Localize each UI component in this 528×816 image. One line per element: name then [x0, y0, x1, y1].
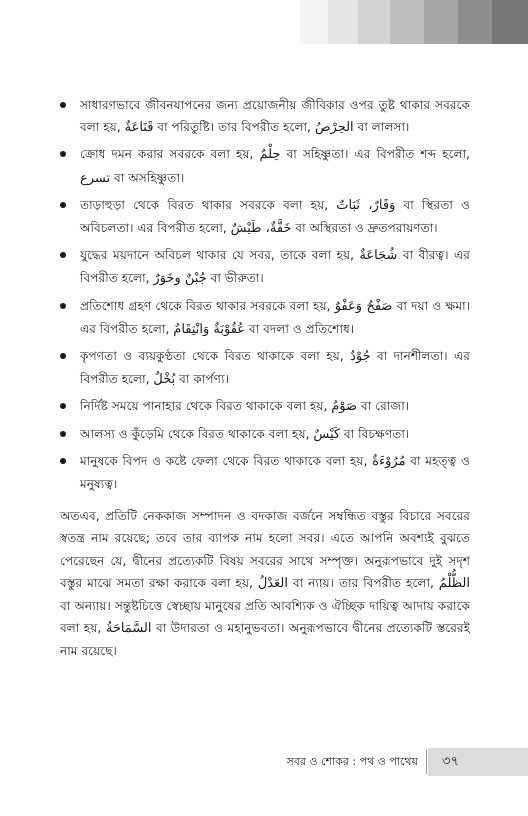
- arabic-term: جُوْدٌ: [350, 349, 371, 365]
- arabic-term: جُبْنٌ وخَوَرٌ: [153, 271, 207, 287]
- arabic-term: بُخْلٌ: [153, 372, 176, 388]
- bullet-item: [60, 194, 470, 240]
- bullet-item: [60, 450, 470, 495]
- bullet-text: আলস্য ও কুঁড়েমি থেকে বিরত থাকাকে বলা হয়,: [80, 426, 314, 441]
- bullet-list: [60, 94, 470, 495]
- bullet-text: বা বিচক্ষণতা।: [340, 426, 410, 441]
- bullet-item: [60, 345, 470, 391]
- bullet-text: মানুষকে বিপদ ও কষ্টে ফেলা থেকে বিরত থাকাকে বলা হয়,: [80, 453, 373, 468]
- bullet-item: [60, 395, 470, 418]
- arabic-term: قَنَاعَةٌ: [124, 120, 154, 136]
- para-arabic-3: السَّمَاحَةُ: [105, 621, 152, 637]
- footer-book-title: সবর ও শোকর : পথ ও পাথেয়: [286, 755, 418, 768]
- para-arabic-1: العَدْلُ: [257, 575, 288, 591]
- bullet-text: যুদ্ধের ময়দানে অবিচল থাকার যে সবর, তাকে বলা হয়,: [80, 248, 360, 263]
- para-text-2: বা ন্যায়। তার বিপরীত হলো,: [287, 575, 439, 590]
- para-arabic-2: الظُّلْمُ: [438, 575, 470, 591]
- bullet-dot-icon: [60, 303, 66, 309]
- header-bar-1: [328, 0, 358, 44]
- bullet-text: নির্দিষ্ট সময়ে পানাহার থেকে বিরত থাকাকে বলা হয়,: [80, 399, 332, 414]
- bullet-text: বা স্থিরতা ও অবিচলতা। এর বিপরীত হলো,: [80, 197, 470, 236]
- arabic-term: صَوْمٌ: [331, 399, 358, 415]
- arabic-term: الحِرْصُ: [314, 120, 354, 136]
- page-number: ৩৭: [442, 754, 459, 769]
- para-text-3: বা অন্যায়। সন্তুষ্টচিত্তে স্বেচ্ছায় মানুষের প্রতি আবশ্যিক ও ঐচ্ছিক দায়িত্ব আদায় করাকে বলা হয়,: [60, 599, 470, 636]
- para-text-4: বা উদারতা ও মহানুভবতা। অনুরূপভাবে দ্বীনের প্রত্যেকটি স্তরেরই নাম রয়েছে।: [60, 621, 470, 659]
- arabic-term: عُقُوْبَةٌ وَانْتِقَامٌ: [173, 321, 246, 337]
- para-text-1: অতএব, প্রতিটি নেককাজ সম্পাদন ও বদকাজ বর্জনে সম্বন্ধিত বস্তুর বিচারে সবরের স্বতন্ত্র নাম রয়েছে; তবে তার ব্যাপক নাম হলো সবর। এতে আপনি অবশ্যই বুঝতে পেরেছেন যে, দ্বীনের প্রত্যেকটি বিষয় সবরের সাথে সম্পৃক্ত। অনুরূপভাবে দুই সদৃশ বস্তুর মাঝে সমতা রক্ষা করাকে বলা হয়,: [60, 509, 470, 590]
- bullet-dot-icon: [60, 403, 66, 409]
- bullet-text: তাড়াহুড়া থেকে বিরত থাকার সবরকে বলা হয়,: [80, 197, 337, 212]
- bullet-item: [60, 143, 470, 189]
- bullet-dot-icon: [60, 102, 66, 108]
- bullet-text: বা রোজা।: [357, 399, 410, 414]
- bullet-text: বা সহিষ্ণুতা। এর বিপরীত শব্দ হলো,: [280, 147, 470, 162]
- bullet-text: প্রতিশোধ গ্রহণ থেকে বিরত থাকার সবরকে বলা হয়,: [80, 298, 335, 313]
- header-bar-6: [492, 0, 528, 44]
- bullet-item: [60, 423, 470, 446]
- closing-paragraph: [60, 505, 470, 662]
- header-bar-5: [458, 0, 492, 44]
- bullet-dot-icon: [60, 202, 66, 208]
- bullet-text: বা কার্পণ্য।: [175, 372, 229, 387]
- header-decoration-bars: [300, 0, 528, 44]
- arabic-term: مُرُوْءَةٌ: [372, 453, 406, 469]
- bullet-text: সাধারণভাবে জীবনযাপনের জন্য প্রয়োজনীয় জীবিকার ওপর তুষ্ট থাকার সবরকে বলা হয়,: [80, 98, 470, 135]
- footer-divider: [426, 750, 427, 774]
- header-bar-3: [390, 0, 424, 44]
- arabic-term: وَقَارٌ، ثَبَاتٌ: [336, 197, 396, 213]
- arabic-term: تسرع: [80, 170, 111, 186]
- bullet-dot-icon: [60, 431, 66, 437]
- bullet-text: বা ভীরুতা।: [206, 271, 264, 286]
- bullet-text: বা অস্থিরতা ও দ্রুতপরায়ণতা।: [291, 221, 438, 236]
- header-bar-2: [358, 0, 390, 44]
- bullet-text: বা অসহিষ্ণুতা।: [110, 170, 185, 185]
- bullet-dot-icon: [60, 458, 66, 464]
- bullet-text: বা দানশীলতা। এর বিপরীত হলো,: [80, 349, 470, 387]
- page-content: [60, 94, 470, 663]
- header-bar-0: [300, 0, 328, 44]
- bullet-text: বা বদলা ও প্রতিশোধ।: [245, 321, 355, 336]
- arabic-term: خَفَّةٌ، طَيْشٌ: [230, 221, 292, 237]
- page-number-box: [428, 748, 528, 776]
- arabic-term: صَفْحٌ وَعَفْوٌ: [334, 298, 393, 314]
- bullet-text: বা বীরত্ব। এর বিপরীত হলো,: [80, 248, 470, 286]
- arabic-term: حِلْمٌ: [259, 147, 281, 163]
- page-footer: [0, 748, 528, 776]
- bullet-text: ক্রোধ দমন করার সবরকে বলা হয়,: [80, 147, 260, 162]
- bullet-dot-icon: [60, 252, 66, 258]
- bullet-text: বা দয়া ও ক্ষমা। এর বিপরীত হলো,: [80, 298, 470, 336]
- bullet-text: বা মহত্ত্ব ও মনুষ্যত্ব।: [80, 453, 470, 492]
- header-bar-4: [424, 0, 458, 44]
- arabic-term: كَيْسٌ: [313, 426, 341, 442]
- bullet-item: [60, 94, 470, 139]
- bullet-dot-icon: [60, 151, 66, 157]
- arabic-term: شُجَاعَةٌ: [359, 248, 398, 264]
- bullet-text: কৃপণতা ও ব্যয়কুণ্ঠতা থেকে বিরত থাকাকে বলা হয়,: [80, 349, 351, 364]
- bullet-dot-icon: [60, 353, 66, 359]
- bullet-item: [60, 295, 470, 341]
- bullet-text: বা লালসা।: [353, 120, 410, 135]
- bullet-text: বা পরিতুষ্টি। তার বিপরীত হলো,: [153, 120, 315, 135]
- bullet-item: [60, 244, 470, 290]
